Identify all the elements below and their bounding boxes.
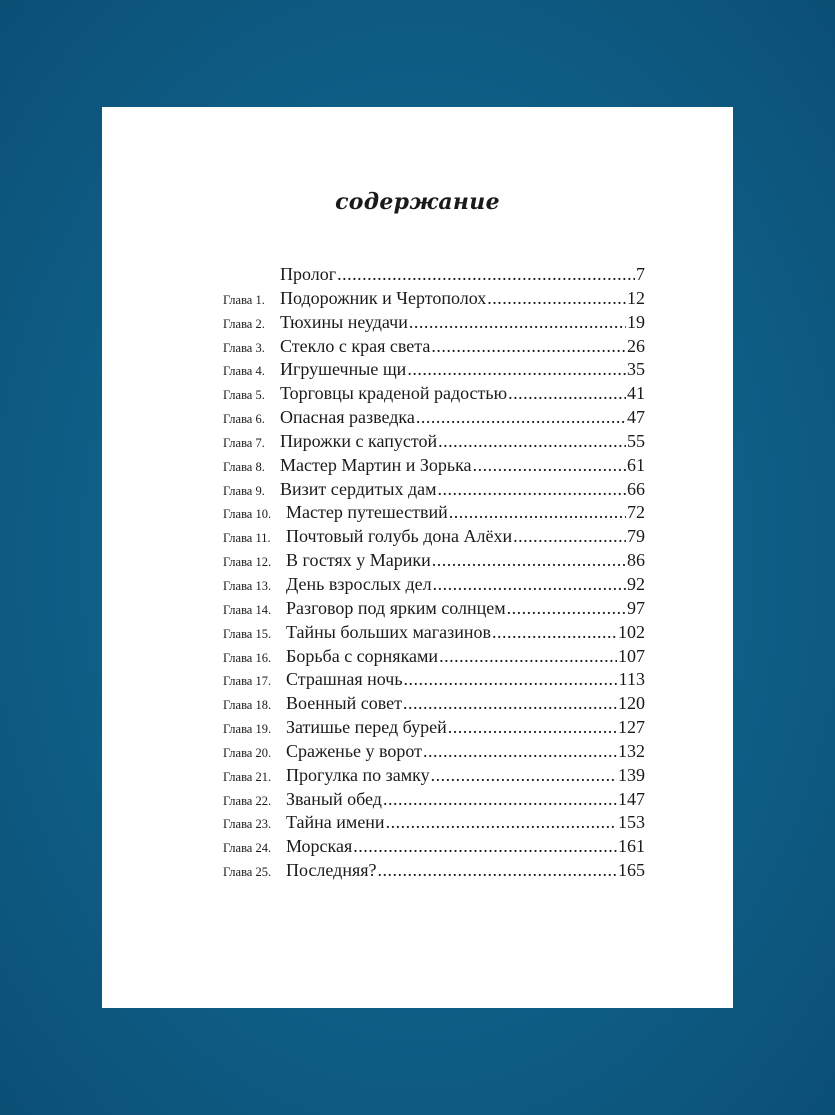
chapter-label: Глава 14. xyxy=(223,602,272,617)
dot-leader xyxy=(423,740,617,764)
dot-leader xyxy=(438,430,626,454)
dot-leader xyxy=(507,597,626,621)
chapter-label: Глава 1. xyxy=(223,292,265,307)
page-number: 132 xyxy=(618,740,645,761)
chapter-label: Глава 24. xyxy=(223,841,272,856)
page-number: 127 xyxy=(618,717,645,738)
toc-entry xyxy=(223,645,645,669)
dot-leader xyxy=(409,311,626,335)
page-number: 153 xyxy=(618,812,645,833)
chapter-label: Глава 22. xyxy=(223,793,272,808)
toc-entry xyxy=(223,335,645,359)
chapter-title: Последняя? xyxy=(286,860,377,881)
toc-heading: содержание xyxy=(335,189,500,215)
page-number: 92 xyxy=(627,573,645,594)
toc-entry xyxy=(223,454,645,478)
page-number: 165 xyxy=(618,860,645,881)
dot-leader xyxy=(416,406,626,430)
chapter-title: Визит сердитых дам xyxy=(280,478,437,499)
book-page xyxy=(102,107,733,1008)
chapter-title: В гостях у Марики xyxy=(286,550,431,571)
dot-leader xyxy=(431,764,617,788)
dot-leader xyxy=(449,501,626,525)
dot-leader xyxy=(513,525,626,549)
page-number: 86 xyxy=(627,550,645,571)
dot-leader xyxy=(378,859,617,883)
dot-leader xyxy=(407,358,626,382)
chapter-label: Глава 16. xyxy=(223,650,272,665)
toc-entry xyxy=(223,788,645,812)
toc-entry xyxy=(223,501,645,525)
page-number: 19 xyxy=(627,311,645,332)
chapter-label: Глава 20. xyxy=(223,745,272,760)
toc-entry xyxy=(223,692,645,716)
toc-entry xyxy=(223,406,645,430)
page-number: 107 xyxy=(618,645,645,666)
chapter-title: Пирожки с капустой xyxy=(280,430,438,451)
page-number: 120 xyxy=(618,693,645,714)
toc-entry xyxy=(223,716,645,740)
page-number: 41 xyxy=(627,383,645,404)
page-number: 61 xyxy=(627,454,645,475)
chapter-title: Званый обед xyxy=(286,788,382,809)
chapter-title: Морская xyxy=(286,836,353,857)
dot-leader xyxy=(337,263,635,287)
chapter-label: Глава 13. xyxy=(223,578,272,593)
dot-leader xyxy=(432,549,626,573)
page-number: 66 xyxy=(627,478,645,499)
page-number: 97 xyxy=(627,597,645,618)
chapter-title: Опасная разведка xyxy=(280,407,415,428)
chapter-title: Тайна имени xyxy=(286,812,385,833)
toc-entry xyxy=(223,311,645,335)
chapter-title: Борьба с сорняками xyxy=(286,645,439,666)
chapter-title: Прогулка по замку xyxy=(286,764,430,785)
dot-leader xyxy=(438,478,627,502)
chapter-title: Тюхины неудачи xyxy=(280,311,408,332)
page-number: 79 xyxy=(627,526,645,547)
page-number: 113 xyxy=(618,669,645,690)
toc-entry xyxy=(223,478,645,502)
chapter-label: Глава 23. xyxy=(223,817,272,832)
chapter-title: Сраженье у ворот xyxy=(286,740,423,761)
dot-leader xyxy=(448,716,617,740)
chapter-label: Глава 15. xyxy=(223,626,272,641)
chapter-title: Пролог xyxy=(280,264,337,284)
dot-leader xyxy=(487,287,626,311)
chapter-label: Глава 19. xyxy=(223,722,272,737)
chapter-title: Подорожник и Чертополох xyxy=(280,287,487,308)
dot-leader xyxy=(383,788,617,812)
page-number: 12 xyxy=(627,287,645,308)
toc-entry xyxy=(223,430,645,454)
toc-entry xyxy=(223,287,645,311)
chapter-label: Глава 21. xyxy=(223,769,272,784)
chapter-title: Мастер Мартин и Зорька xyxy=(280,454,472,475)
chapter-title: Страшная ночь xyxy=(286,669,403,690)
toc-entry xyxy=(223,549,645,573)
chapter-title: День взрослых дел xyxy=(286,573,432,594)
chapter-label: Глава 4. xyxy=(223,364,265,379)
dot-leader xyxy=(353,835,617,859)
page-number: 35 xyxy=(627,359,645,380)
toc-entry xyxy=(223,358,645,382)
dot-leader xyxy=(433,573,626,597)
chapter-title: Военный совет xyxy=(286,693,402,714)
toc-entry xyxy=(223,382,645,406)
toc-entry xyxy=(223,525,645,549)
chapter-label: Глава 9. xyxy=(223,483,265,498)
chapter-label: Глава 8. xyxy=(223,459,265,474)
chapter-title: Стекло с края света xyxy=(280,335,431,356)
chapter-label: Глава 12. xyxy=(223,555,272,570)
page-number: 72 xyxy=(627,502,645,523)
page-number: 139 xyxy=(618,764,645,785)
table-of-contents xyxy=(223,263,645,883)
chapter-label: Глава 17. xyxy=(223,674,272,689)
toc-entry xyxy=(223,621,645,645)
dot-leader xyxy=(492,621,617,645)
dot-leader xyxy=(439,645,617,669)
chapter-label: Глава 6. xyxy=(223,412,265,427)
chapter-label: Глава 11. xyxy=(223,531,271,546)
chapter-title: Мастер путешествий xyxy=(286,502,448,523)
page-number: 102 xyxy=(618,621,645,642)
chapter-title: Тайны больших магазинов xyxy=(286,621,492,642)
toc-entry xyxy=(223,263,645,287)
chapter-label: Глава 3. xyxy=(223,340,265,355)
page-number: 7 xyxy=(636,264,645,284)
chapter-title: Затишье перед бурей xyxy=(286,717,447,738)
chapter-label: Глава 18. xyxy=(223,698,272,713)
dot-leader xyxy=(473,454,626,478)
page-number: 55 xyxy=(627,430,645,451)
chapter-label: Глава 7. xyxy=(223,435,265,450)
toc-entry xyxy=(223,573,645,597)
toc-entry xyxy=(223,835,645,859)
chapter-title: Игрушечные щи xyxy=(280,359,407,380)
chapter-label: Глава 25. xyxy=(223,865,272,880)
toc-entry xyxy=(223,597,645,621)
chapter-label: Глава 2. xyxy=(223,316,265,331)
page-number: 161 xyxy=(618,836,645,857)
page-number: 47 xyxy=(627,407,645,428)
toc-entry xyxy=(223,740,645,764)
chapter-title: Разговор под ярким солнцем xyxy=(286,597,506,618)
chapter-label: Глава 5. xyxy=(223,388,265,403)
chapter-label: Глава 10. xyxy=(223,507,272,522)
dot-leader xyxy=(386,811,617,835)
dot-leader xyxy=(431,335,626,359)
chapter-title: Торговцы краденой радостью xyxy=(280,383,508,404)
toc-entry xyxy=(223,811,645,835)
toc-entry xyxy=(223,668,645,692)
page-number: 26 xyxy=(627,335,645,356)
chapter-title: Почтовый голубь дона Алёхи xyxy=(286,526,513,547)
dot-leader xyxy=(404,668,618,692)
dot-leader xyxy=(508,382,626,406)
toc-entry xyxy=(223,764,645,788)
dot-leader xyxy=(403,692,617,716)
toc-entry xyxy=(223,859,645,883)
page-number: 147 xyxy=(618,788,645,809)
